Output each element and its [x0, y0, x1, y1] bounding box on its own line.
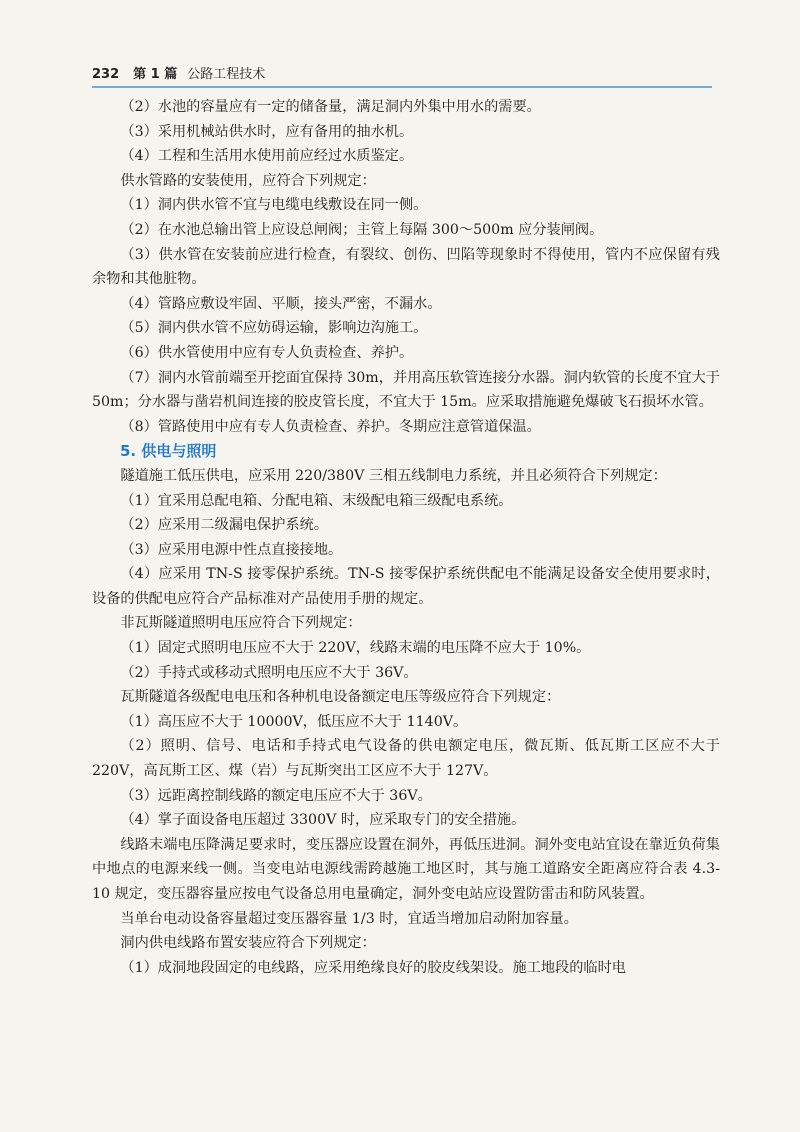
- paragraph: （2）照明、信号、电话和手持式电气设备的供电额定电压，微瓦斯、低瓦斯工区应不大于 220V，高瓦斯工区、煤（岩）与瓦斯突出工区应不大于 127V。: [92, 738, 720, 780]
- paragraph: （4）管路应敷设牢固、平顺，接头严密，不漏水。: [120, 295, 442, 312]
- paragraph: （2）手持式或移动式照明电压应不大于 36V。: [120, 664, 418, 681]
- paragraph: 洞内供电线路布置安装应符合下列规定：: [120, 935, 376, 952]
- page-number: 232: [92, 67, 120, 82]
- paragraph: （3）远距离控制线路的额定电压应不大于 36V。: [120, 787, 432, 804]
- paragraph: （3）供水管在安装前应进行检查，有裂纹、创伤、凹陷等现象时不得使用，管内不应保留有残余物和其他脏物。: [92, 246, 720, 288]
- paragraph: （4）工程和生活用水使用前应经过水质鉴定。: [120, 148, 414, 165]
- paragraph: （2）水池的容量应有一定的储备量，满足洞内外集中用水的需要。: [120, 99, 541, 115]
- paragraph: （3）采用机械站供水时，应有备用的抽水机。: [120, 123, 414, 140]
- paragraph: 非瓦斯隧道照明电压应符合下列规定：: [120, 615, 362, 632]
- paragraph: （2）在水池总输出管上应设总闸阀；主管上每隔 300～500m 应分装闸阀。: [120, 221, 604, 238]
- paragraph: （7）洞内水管前端至开挖面宜保持 30m，并用高压软管连接分水器。洞内软管的长度不宜大于 50m；分水器与凿岩机间连接的胶皮管长度，不宜大于 15m。应采取措施避免爆破飞石损坏水管。: [92, 369, 720, 411]
- paragraph: 当单台电动设备容量超过变压器容量 1/3 时，宜适当增加启动附加容量。: [120, 910, 578, 927]
- page-header: [92, 60, 712, 82]
- paragraph: （1）成洞地段固定的电线路，应采用绝缘良好的胶皮线架设。施工地段的临时电: [120, 959, 626, 976]
- paragraph: （5）洞内供水管不应妨碍运输，影响边沟施工。: [120, 320, 428, 337]
- paragraph: 瓦斯隧道各级配电电压和各种机电设备额定电压等级应符合下列规定：: [120, 689, 561, 706]
- paragraph: （8）管路使用中应有专人负责检查、养护。冬期应注意管道保温。: [120, 418, 541, 435]
- paragraph: 隧道施工低压供电，应采用 220/380V 三相五线制电力系统，并且必须符合下列规定：: [120, 467, 667, 484]
- paragraph: （4）应采用 TN-S 接零保护系统。TN-S 接零保护系统供配电不能满足设备安全使用要求时，设备的供配电应符合产品标准对产品使用手册的规定。: [92, 566, 720, 607]
- paragraph: 供水管路的安装使用，应符合下列规定：: [120, 172, 376, 189]
- paragraph: （4）掌子面设备电压超过 3300V 时，应采取专门的安全措施。: [120, 812, 526, 829]
- paragraph: （3）应采用电源中性点直接接地。: [120, 541, 343, 558]
- part-title: 公路工程技术: [187, 67, 266, 82]
- paragraph: （1）固定式照明电压应不大于 220V，线路末端的电压降不应大于 10%。: [120, 640, 591, 657]
- page-body: [92, 95, 720, 980]
- paragraph: （1）高压应不大于 10000V，低压应不大于 1140V。: [120, 713, 468, 730]
- paragraph: 线路末端电压降满足要求时，变压器应设置在洞外，再低压进洞。洞外变电站宜设在靠近负荷集中地点的电源来线一侧。当变电站电源线需跨越施工地区时，其与施工道路安全距离应符合表 4.3-10 规定，变压器容量应按电气设备总用电量确定，洞外变电站应设置防雷击和防风装置。: [92, 836, 720, 902]
- paragraph: （6）供水管使用中应有专人负责检查、养护。: [120, 344, 414, 361]
- paragraph: （1）宜采用总配电箱、分配电箱、末级配电箱三级配电系统。: [120, 492, 513, 509]
- paragraph: （2）应采用二级漏电保护系统。: [120, 517, 329, 534]
- paragraph: （1）洞内供水管不宜与电缆电线敷设在同一侧。: [120, 197, 428, 214]
- header-rule: [92, 86, 712, 88]
- part-label: 第 1 篇: [133, 67, 178, 82]
- section-heading: 5. 供电与照明: [120, 442, 217, 461]
